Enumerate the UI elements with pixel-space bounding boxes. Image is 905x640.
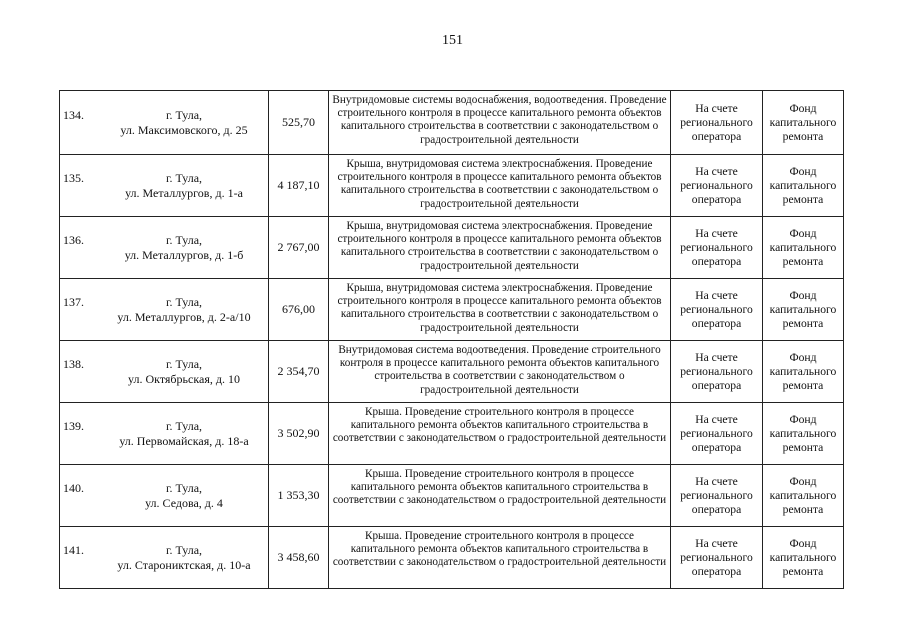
- table-row: [60, 217, 844, 279]
- address-city: г. Тула,: [165, 233, 203, 247]
- funding-source-cell: Фонд капитального ремонта: [763, 465, 844, 527]
- address-street: ул. Первомайская, д. 18-а: [119, 433, 249, 448]
- account-cell: На счете регионального оператора: [671, 279, 763, 341]
- address-street: ул. Октябрьская, д. 10: [128, 371, 240, 386]
- table-row: [60, 279, 844, 341]
- account-cell: На счете регионального оператора: [671, 465, 763, 527]
- row-number: 135.: [63, 171, 84, 185]
- address-city: г. Тула,: [165, 481, 203, 495]
- address-cell: [60, 155, 269, 217]
- address-city: г. Тула,: [165, 543, 203, 557]
- account-cell: На счете регионального оператора: [671, 91, 763, 155]
- account-cell: На счете регионального оператора: [671, 155, 763, 217]
- repair-table: [59, 90, 844, 589]
- work-description-cell: Внутридомовые системы водоснабжения, водоотведения. Проведение строительного контроля в процессе капитального ремонта объектов капитального строительства в соответствии с законодательством о градостроительной деятельности: [329, 91, 671, 155]
- account-cell: На счете регионального оператора: [671, 217, 763, 279]
- cost-cell: 1 353,30: [269, 465, 329, 527]
- address-city: г. Тула,: [165, 419, 203, 433]
- row-number: 134.: [63, 108, 84, 122]
- address-city: г. Тула,: [165, 357, 203, 371]
- address-cell: [60, 403, 269, 465]
- account-cell: На счете регионального оператора: [671, 403, 763, 465]
- funding-source-cell: Фонд капитального ремонта: [763, 527, 844, 589]
- address-cell: [60, 527, 269, 589]
- address-cell: [60, 217, 269, 279]
- work-description-cell: Крыша. Проведение строительного контроля в процессе капитального ремонта объектов капитального строительства в соответствии с законодательством о градостроительной деятельности: [329, 527, 671, 589]
- funding-source-cell: Фонд капитального ремонта: [763, 155, 844, 217]
- account-cell: На счете регионального оператора: [671, 341, 763, 403]
- address-street: ул. Металлургов, д. 1-б: [124, 247, 244, 262]
- funding-source-cell: Фонд капитального ремонта: [763, 217, 844, 279]
- funding-source-cell: Фонд капитального ремонта: [763, 279, 844, 341]
- table-row: [60, 341, 844, 403]
- row-number: 141.: [63, 543, 84, 557]
- cost-cell: 525,70: [269, 91, 329, 155]
- table-row: [60, 91, 844, 155]
- cost-cell: 3 458,60: [269, 527, 329, 589]
- address-cell: [60, 465, 269, 527]
- page-number: 151: [442, 33, 463, 48]
- row-number: 138.: [63, 357, 84, 371]
- cost-cell: 3 502,90: [269, 403, 329, 465]
- address-city: г. Тула,: [165, 171, 203, 185]
- work-description-cell: Крыша, внутридомовая система электроснабжения. Проведение строительного контроля в процессе капитального ремонта объектов капитального строительства в соответствии с законодательством о градостроительной деятельности: [329, 155, 671, 217]
- work-description-cell: Крыша. Проведение строительного контроля в процессе капитального ремонта объектов капитального строительства в соответствии с законодательством о градостроительной деятельности: [329, 403, 671, 465]
- table-row: [60, 465, 844, 527]
- address-street: ул. Металлургов, д. 1-а: [125, 185, 243, 200]
- row-number: 137.: [63, 295, 84, 309]
- address-city: г. Тула,: [165, 295, 203, 309]
- cost-cell: 4 187,10: [269, 155, 329, 217]
- address-street: ул. Старониктская, д. 10-а: [117, 557, 251, 572]
- address-street: ул. Максимовского, д. 25: [120, 122, 248, 137]
- address-street: ул. Седова, д. 4: [145, 495, 223, 510]
- work-description-cell: Внутридомовая система водоотведения. Проведение строительного контроля в процессе капитального ремонта объектов капитального строительства в соответствии с законодательством о градостроительной деятельности: [329, 341, 671, 403]
- address-cell: [60, 279, 269, 341]
- cost-cell: 2 767,00: [269, 217, 329, 279]
- funding-source-cell: Фонд капитального ремонта: [763, 341, 844, 403]
- cost-cell: 676,00: [269, 279, 329, 341]
- repair-table-body: [60, 91, 844, 589]
- address-city: г. Тула,: [165, 108, 203, 122]
- address-cell: [60, 91, 269, 155]
- table-row: [60, 527, 844, 589]
- address-street: ул. Металлургов, д. 2-а/10: [117, 309, 251, 324]
- funding-source-cell: Фонд капитального ремонта: [763, 403, 844, 465]
- work-description-cell: Крыша, внутридомовая система электроснабжения. Проведение строительного контроля в процессе капитального ремонта объектов капитального строительства в соответствии с законодательством о градостроительной деятельности: [329, 217, 671, 279]
- row-number: 140.: [63, 481, 84, 495]
- row-number: 136.: [63, 233, 84, 247]
- work-description-cell: Крыша. Проведение строительного контроля в процессе капитального ремонта объектов капитального строительства в соответствии с законодательством о градостроительной деятельности: [329, 465, 671, 527]
- work-description-cell: Крыша, внутридомовая система электроснабжения. Проведение строительного контроля в процессе капитального ремонта объектов капитального строительства в соответствии с законодательством о градостроительной деятельности: [329, 279, 671, 341]
- row-number: 139.: [63, 419, 84, 433]
- address-cell: [60, 341, 269, 403]
- table-row: [60, 155, 844, 217]
- cost-cell: 2 354,70: [269, 341, 329, 403]
- account-cell: На счете регионального оператора: [671, 527, 763, 589]
- funding-source-cell: Фонд капитального ремонта: [763, 91, 844, 155]
- table-row: [60, 403, 844, 465]
